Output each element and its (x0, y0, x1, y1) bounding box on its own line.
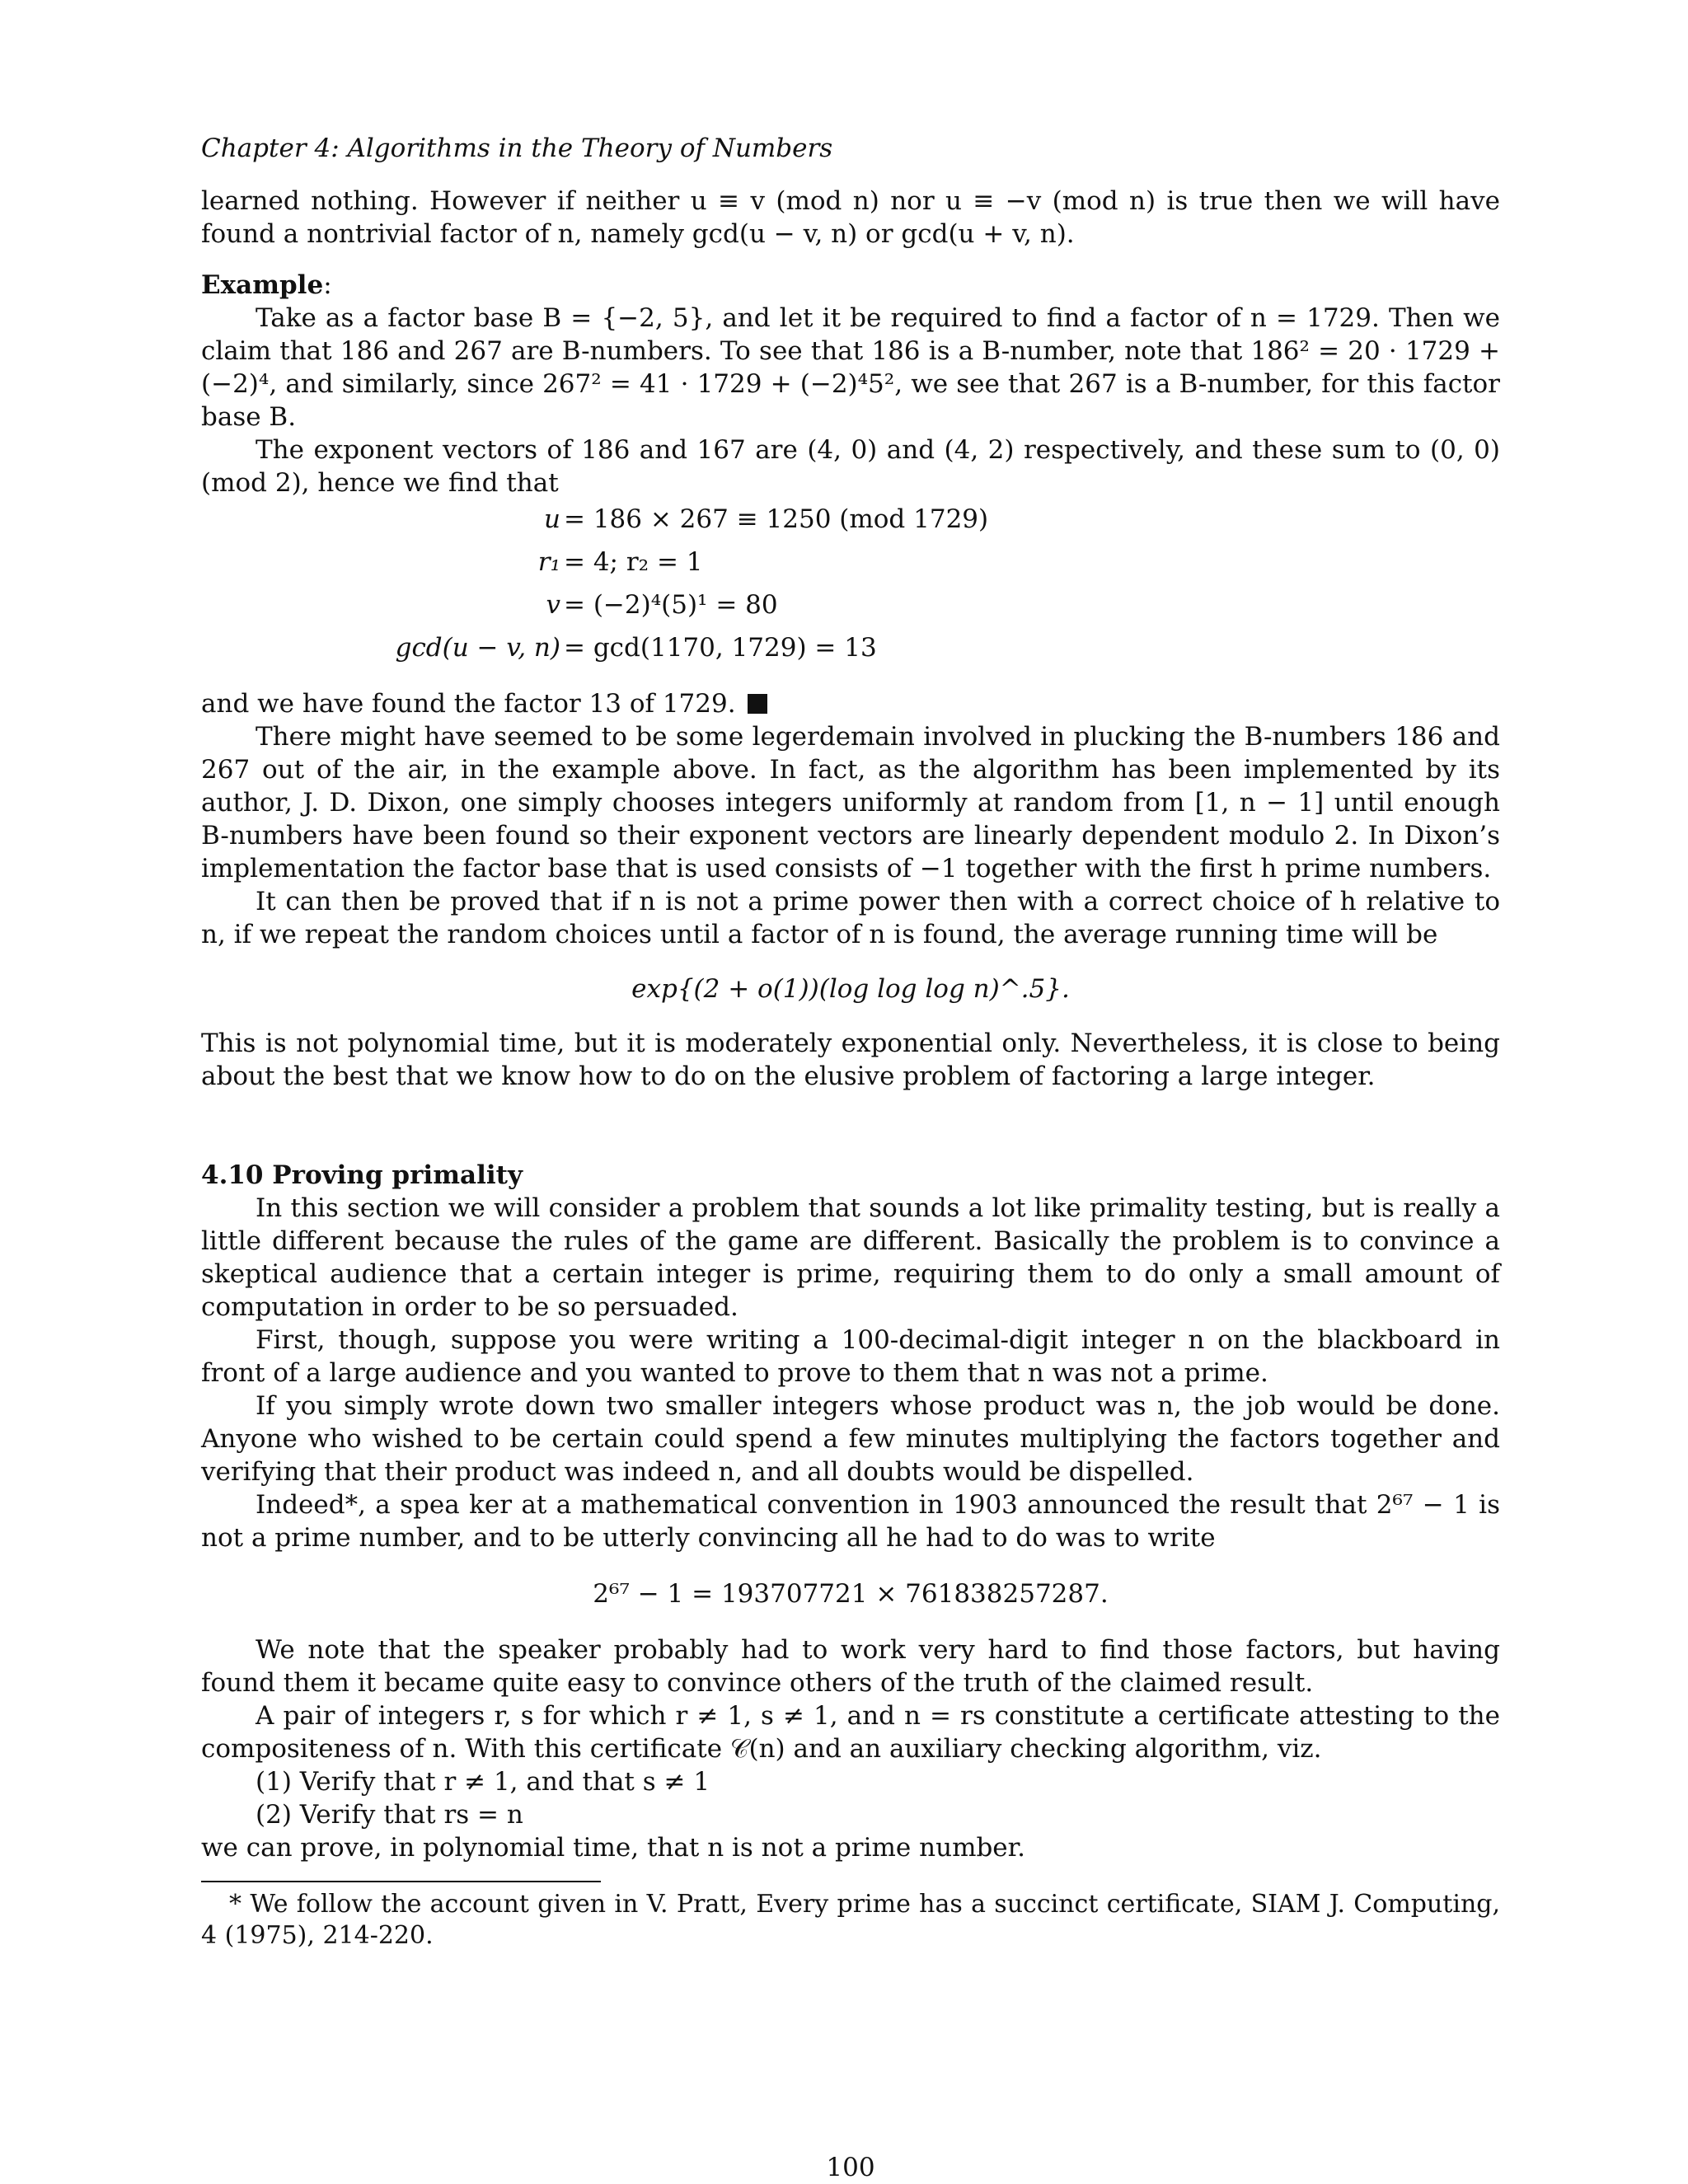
paragraph-exponent-vectors: The exponent vectors of 186 and 167 are (4, 0) and (4, 2) respectively, and these sum to (0, 0) (mod 2), hence we find that (201, 435, 1500, 498)
equation-row (201, 503, 1500, 546)
paragraph-blackboard: First, though, suppose you were writing a 100-decimal-digit integer n on the blackboard in front of a large audience and you wanted to prove to them that n was not a prime. (201, 1325, 1500, 1388)
example-heading (201, 269, 1500, 302)
paragraph-smaller-integers: If you simply wrote down two smaller integers whose product was n, the job would be done. Anyone who wished to be certain could spend a few minutes multiplying the factors together and verifying that their product was indeed n, and all doubts would be dispelled. (201, 1391, 1500, 1487)
paragraph-factor-base: Take as a factor base B = {−2, 5}, and let it be required to find a factor of n = 1729. Then we claim that 186 and 267 are B-numbers. To see that 186 is a B-number, note that 186² = 20 · 1729 + (−2)⁴, and similarly, since 267² = 41 · 1729 + (−2)⁴5², we see that 267 is a B-number, for this factor base B. (201, 303, 1500, 432)
equation-row (201, 588, 1500, 631)
footnote: * We follow the account given in V. Pratt, Every prime has a succinct certificate, SIAM J. Computing, 4 (1975), 214-220. (201, 1890, 1500, 1950)
paragraph-found-factor (201, 687, 1500, 720)
example-label: Example (201, 270, 324, 300)
paragraph-certificate: A pair of integers r, s for which r ≠ 1, s ≠ 1, and n = rs constitute a certificate attesting to the compositeness of n. With this certificate 𝒞(n) and an auxiliary checking algorithm, viz. (201, 1701, 1500, 1764)
equation-array (201, 503, 1500, 674)
paragraph-not-polynomial: This is not polynomial time, but it is moderately exponential only. Nevertheless, it is close to being about the best that we know how to do on the elusive problem of factoring a large integer. (201, 1029, 1500, 1091)
page-body (201, 132, 1500, 2182)
paragraph-continuation: learned nothing. However if neither u ≡ v (mod n) nor u ≡ −v (mod n) is true then we will have found a nontrivial factor of n, namely gcd(u − v, n) or gcd(u + v, n). (201, 186, 1500, 249)
example-colon: : (323, 270, 332, 300)
paragraph-section-intro: In this section we will consider a problem that sounds a lot like primality testing, but is really a little different because the rules of the game are different. Basically the problem is to convince a skeptical audience that a certain integer is prime, requiring them to do only a small amount of computation in order to be so persuaded. (201, 1193, 1500, 1322)
equation-rhs: = (−2)⁴(5)¹ = 80 (564, 590, 778, 620)
equation-rhs: = gcd(1170, 1729) = 13 (564, 633, 877, 663)
equation-rhs: = 186 × 267 ≡ 1250 (mod 1729) (564, 504, 989, 534)
page-number: 100 (826, 2153, 875, 2182)
equation-lhs: r₁ (537, 547, 560, 577)
footnote-rule (201, 1881, 601, 1882)
paragraph-running-time: It can then be proved that if n is not a prime power then with a correct choice of h relative to n, if we repeat the random choices until a factor of n is found, the average running time will be (201, 887, 1500, 949)
paragraph-hard-work: We note that the speaker probably had to work very hard to find those factors, but having found them it became quite easy to convince others of the truth of the claimed result. (201, 1635, 1500, 1698)
equation-exp: exp{(2 + o(1))(log log log n)^.5}. (631, 974, 1070, 1004)
equation-row (201, 631, 1500, 674)
running-head: Chapter 4: Algorithms in the Theory of Numbers (201, 134, 833, 163)
verification-list (201, 1765, 1500, 1831)
section-title: 4.10 Proving primality (201, 1160, 523, 1190)
list-item: (1) Verify that r ≠ 1, and that s ≠ 1 (256, 1767, 710, 1797)
equation-lhs: gcd(u − v, n) (395, 633, 560, 663)
equation-rhs: = 4; r₂ = 1 (564, 547, 703, 577)
found-factor-text: and we have found the factor 13 of 1729. (201, 689, 736, 719)
paragraph-speaker: Indeed*, a spea ker at a mathematical convention in 1903 announced the result that 2⁶⁷ − 1 is not a prime number, and to be utterly convincing all he had to do was to write (201, 1490, 1500, 1553)
paragraph-legerdemain: There might have seemed to be some legerdemain involved in plucking the B-numbers 186 and 267 out of the air, in the example above. In fact, as the algorithm has been implemented by its author, J. D. Dixon, one simply chooses integers uniformly at random from [1, n − 1] until enough B-numbers have been found so their exponent vectors are linearly dependent modulo 2. In Dixon’s implementation the factor base that is used consists of −1 together with the first h prime numbers. (201, 722, 1500, 883)
list-item: (2) Verify that rs = n (256, 1800, 523, 1830)
equation-lhs: v (546, 590, 560, 620)
paragraph-conclusion: we can prove, in polynomial time, that n is not a prime number. (201, 1833, 1025, 1863)
qed-square-icon (748, 694, 767, 714)
equation-row (201, 546, 1500, 588)
equation-lhs: u (544, 504, 560, 534)
equation-mersenne: 2⁶⁷ − 1 = 193707721 × 761838257287. (593, 1579, 1109, 1609)
